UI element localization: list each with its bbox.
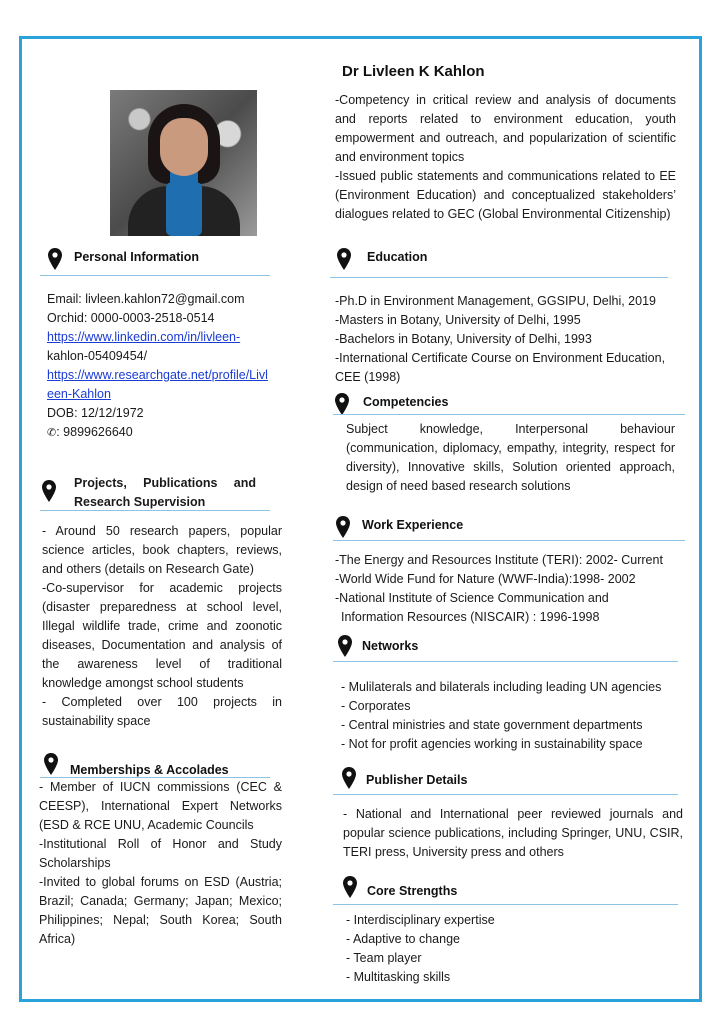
person-name: Dr Livleen K Kahlon xyxy=(342,63,485,80)
work-item: Information Resources (NISCAIR) : 1996-1998 xyxy=(341,610,600,624)
education-item: -Masters in Botany, University of Delhi, 1995 xyxy=(335,313,581,327)
section-title: Education xyxy=(367,250,428,264)
networks-item: - Not for profit agencies working in sustainability space xyxy=(341,737,643,751)
work-item: -National Institute of Science Communication and xyxy=(335,591,609,605)
projects-text xyxy=(42,522,282,731)
strengths-item: - Interdisciplinary expertise xyxy=(346,913,495,927)
researchgate-link[interactable]: https://www.researchgate.net/profile/Livl xyxy=(47,368,268,382)
section-title: Memberships & Accolades xyxy=(70,763,229,777)
section-title: Projects, Publications and xyxy=(74,476,256,490)
strengths-item: - Adaptive to change xyxy=(346,932,460,946)
section-title-continued: Research Supervision xyxy=(74,495,206,509)
networks-list xyxy=(341,678,686,754)
location-pin-icon xyxy=(337,248,351,270)
section-strengths-header xyxy=(343,876,457,900)
networks-item: - Corporates xyxy=(341,699,411,713)
section-divider xyxy=(333,540,685,541)
location-pin-icon xyxy=(342,767,356,789)
location-pin-icon xyxy=(336,516,350,538)
education-item: CEE (1998) xyxy=(335,370,401,384)
strengths-item: - Team player xyxy=(346,951,422,965)
networks-item: - Mulilaterals and bilaterals including leading UN agencies xyxy=(341,680,662,694)
section-divider xyxy=(333,794,678,795)
location-pin-icon xyxy=(44,753,58,775)
section-title: Competencies xyxy=(363,395,449,409)
education-item: -Bachelors in Botany, University of Delhi, 1993 xyxy=(335,332,592,346)
section-personal-header xyxy=(48,248,199,270)
summary-text xyxy=(335,91,676,237)
location-pin-icon xyxy=(48,248,62,270)
competencies-text: Subject knowledge, Interpersonal behaviour (communication, diplomacy, empathy, integrity, respect for diversity), Innovative skills, Solution oriented approach, design of need based research solutions xyxy=(346,422,675,493)
section-divider xyxy=(40,275,270,276)
memberships-text xyxy=(39,778,282,949)
work-item: -World Wide Fund for Nature (WWF-India):1998- 2002 xyxy=(335,572,636,586)
projects-item: - Completed over 100 projects in sustainability space xyxy=(42,695,282,728)
projects-item: - Around 50 research papers, popular science articles, book chapters, reviews, and others (details on Research Gate) xyxy=(42,524,282,576)
location-pin-icon xyxy=(343,876,357,898)
location-pin-icon xyxy=(42,480,56,502)
section-divider xyxy=(333,904,678,905)
email-text: Email: livleen.kahlon72@gmail.com xyxy=(47,292,245,306)
orchid-text: Orchid: 0000-0003-2518-0514 xyxy=(47,311,215,325)
section-divider xyxy=(333,661,678,662)
strengths-list xyxy=(346,911,676,987)
memberships-item: -Invited to global forums on ESD (Austria; Brazil; Canada; Germany; Japan; Mexico; Philippines; Nepal; South Korea; South Africa) xyxy=(39,875,282,946)
summary-item: -Issued public statements and communications related to EE (Environment Education) and conceptualized stakeholders’ dialogues related to GEC (Global Environmental Citizenship) xyxy=(335,169,676,221)
section-projects-header xyxy=(42,474,256,512)
researchgate-link-continued[interactable]: een-Kahlon xyxy=(47,387,111,401)
section-divider xyxy=(40,510,270,511)
section-divider xyxy=(333,414,685,415)
personal-info xyxy=(47,290,277,443)
section-title: Core Strengths xyxy=(367,884,458,898)
section-title: Work Experience xyxy=(362,518,464,532)
work-item: -The Energy and Resources Institute (TERI): 2002- Current xyxy=(335,553,663,567)
publisher-text: - National and International peer reviewed journals and popular science publications, including Springer, UNU, CSIR, TERI press, University press and others xyxy=(343,807,683,859)
education-item: -International Certificate Course on Environment Education, xyxy=(335,351,666,365)
work-list xyxy=(335,551,685,627)
phone-text: : 9899626640 xyxy=(56,425,133,439)
memberships-item: -Institutional Roll of Honor and Study Scholarships xyxy=(39,837,282,870)
phone-row xyxy=(47,423,277,443)
location-pin-icon xyxy=(338,635,352,657)
phone-icon: ✆ xyxy=(47,427,57,439)
education-item: -Ph.D in Environment Management, GGSIPU, Delhi, 2019 xyxy=(335,294,656,308)
section-divider xyxy=(330,277,668,278)
projects-item: -Co-supervisor for academic projects (disaster preparedness at school level, Illegal wildlife trade, crime and zoonotic diseases, Documentation and analysis of the awareness level of traditional knowledge amongst school students xyxy=(42,581,282,690)
section-education-header xyxy=(337,248,427,270)
section-title: Personal Information xyxy=(74,250,200,264)
section-networks-header xyxy=(338,635,418,657)
summary-item: -Competency in critical review and analysis of documents and reports related to environment education, youth empowerment and outreach, and popularization of scientific and environment topics xyxy=(335,93,676,164)
linkedin-link-continued[interactable]: kahlon-05409454/ xyxy=(47,349,148,363)
section-publisher-header xyxy=(342,767,467,789)
networks-item: - Central ministries and state government departments xyxy=(341,718,643,732)
linkedin-link[interactable]: https://www.linkedin.com/in/livleen- xyxy=(47,330,241,344)
dob-text: DOB: 12/12/1972 xyxy=(47,406,144,420)
section-memberships-header xyxy=(44,753,229,779)
section-work-header xyxy=(336,516,463,538)
section-title: Publisher Details xyxy=(366,773,468,787)
section-title: Networks xyxy=(362,639,419,653)
section-competencies-header xyxy=(335,393,448,415)
strengths-item: - Multitasking skills xyxy=(346,970,451,984)
location-pin-icon xyxy=(335,393,349,415)
profile-photo xyxy=(110,90,257,236)
education-list xyxy=(335,292,685,387)
memberships-item: - Member of IUCN commissions (CEC & CEESP), International Expert Networks (ESD & RCE UNU, Academic Councils xyxy=(39,780,282,832)
